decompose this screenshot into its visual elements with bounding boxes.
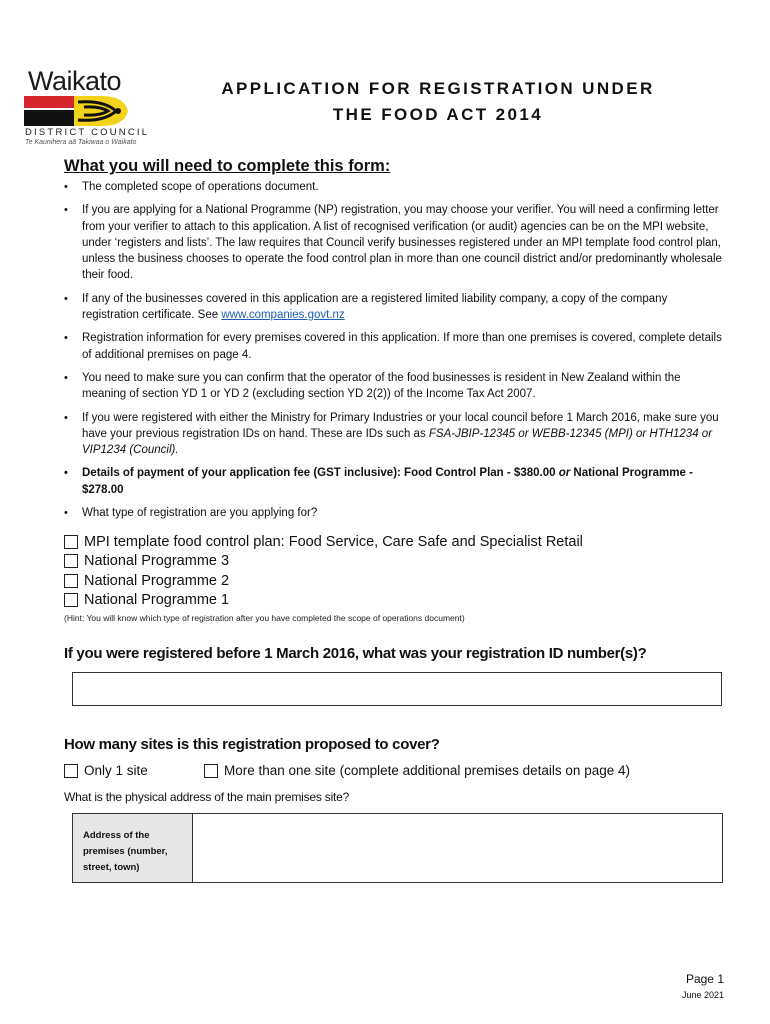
bullet-icon: • — [64, 181, 68, 193]
logo-graphic — [24, 96, 134, 126]
address-field[interactable] — [193, 814, 722, 882]
bullet-icon: • — [64, 411, 68, 424]
list-item — [62, 465, 722, 498]
list-item — [62, 410, 722, 459]
fee-tail: National Programme - $278.00 — [82, 467, 693, 496]
logo-tagline: Te Kaunihera aā Takiwaa o Waikato — [25, 139, 137, 146]
option-label: National Programme 1 — [84, 592, 230, 609]
requirements-list — [62, 179, 722, 528]
list-item — [62, 370, 722, 403]
option-label: Only 1 site — [84, 763, 148, 778]
option-label: More than one site (complete additional premises details on page 4) — [224, 763, 630, 778]
address-table — [72, 813, 723, 883]
bullet-icon: • — [64, 292, 68, 305]
bullet-icon: • — [64, 204, 68, 217]
list-item-text: If you were registered with either the Ministry for Primary Industries or your local council before 1 March 2016, make sure you have your previous registration IDs on hand. These are IDs such as — [82, 411, 719, 440]
sites-question: How many sites is this registration proposed to cover? — [64, 736, 440, 753]
option-mpi-template — [64, 532, 583, 552]
list-item — [62, 330, 722, 363]
companies-office-link[interactable]: www.companies.govt.nz — [221, 309, 345, 322]
option-more-than-one-site — [204, 763, 630, 778]
requirements-heading: What you will need to complete this form: — [64, 157, 391, 175]
list-item — [62, 202, 722, 283]
registration-id-question: If you were registered before 1 March 2016, what was your registration ID number(s)? — [64, 645, 647, 662]
council-logo — [24, 66, 156, 150]
list-item — [62, 291, 722, 324]
option-label: MPI template food control plan: Food Service, Care Safe and Specialist Retail — [84, 533, 583, 550]
form-title-line-2: THE FOOD ACT 2014 — [332, 105, 544, 124]
option-np2 — [64, 571, 583, 591]
list-item-text: If any of the businesses covered in this application are a registered limited liability company, a copy of the company registration certificate. See — [82, 292, 668, 322]
logo-council-text: DISTRICT COUNCIL — [25, 127, 150, 138]
list-item-text: The completed scope of operations document. — [82, 181, 319, 193]
list-item — [62, 505, 722, 521]
form-title-line-1: APPLICATION FOR REGISTRATION UNDER — [221, 79, 655, 98]
np3-checkbox[interactable] — [64, 554, 78, 568]
np1-checkbox[interactable] — [64, 593, 78, 607]
option-np1 — [64, 591, 583, 611]
registration-type-options — [64, 532, 583, 610]
example-ids: FSA-JBIP-12345 or WEBB-12345 (MPI) or HTH1234 or VIP1234 (Council). — [82, 427, 713, 457]
address-label: Address of the premises (number, street, town) — [73, 814, 193, 882]
registration-id-field[interactable] — [72, 672, 722, 706]
page-number: Page 1 — [685, 972, 724, 986]
option-only-one-site — [64, 763, 148, 778]
option-label: National Programme 3 — [84, 553, 230, 570]
fee-text: Details of payment of your application fee (GST inclusive): Food Control Plan - $380.00 — [82, 467, 559, 480]
np2-checkbox[interactable] — [64, 574, 78, 588]
bullet-icon: • — [64, 371, 68, 384]
bullet-icon: • — [64, 507, 68, 520]
only-one-site-checkbox[interactable] — [64, 764, 78, 778]
option-np3 — [64, 552, 583, 572]
bullet-icon: • — [64, 467, 68, 480]
physical-address-question: What is the physical address of the main premises site? — [64, 790, 350, 804]
more-than-one-site-checkbox[interactable] — [204, 764, 218, 778]
list-item-text: Registration information for every premises covered in this application. If more than one premises is covered, complete details of additional premises on page 4. — [82, 332, 722, 361]
logo-wordmark: Waikato — [28, 66, 122, 96]
bullet-icon: • — [64, 332, 68, 345]
fee-or: or — [558, 467, 571, 480]
list-item-text: You need to make sure you can confirm that the operator of the food businesses is resident in New Zealand within the meaning of section YD 1 or YD 2 (excluding section YD 2(2)) of the Income Tax Act 2007. — [82, 371, 681, 401]
list-item-text: What type of registration are you applying for? — [82, 507, 318, 520]
revision-date: June 2021 — [681, 990, 724, 1000]
registration-hint: (Hint: You will know which type of registration after you have completed the scope of operations document) — [64, 613, 465, 623]
mpi-template-checkbox[interactable] — [64, 535, 78, 549]
option-label: National Programme 2 — [84, 572, 230, 589]
list-item — [62, 179, 722, 195]
list-item-text: If you are applying for a National Programme (NP) registration, you may choose your verifier. You will need a confirming letter from your verifier to attach to this application. A list of recognised verification (or audit) agencies can be on the MPI website, under ‘registers and lists’. The law requires that Council verify businesses registered under an MPI template food control plan, unless the business chooses to operate the food control plan in more than one council district and/or predominantly wholesale their food. — [82, 204, 722, 282]
